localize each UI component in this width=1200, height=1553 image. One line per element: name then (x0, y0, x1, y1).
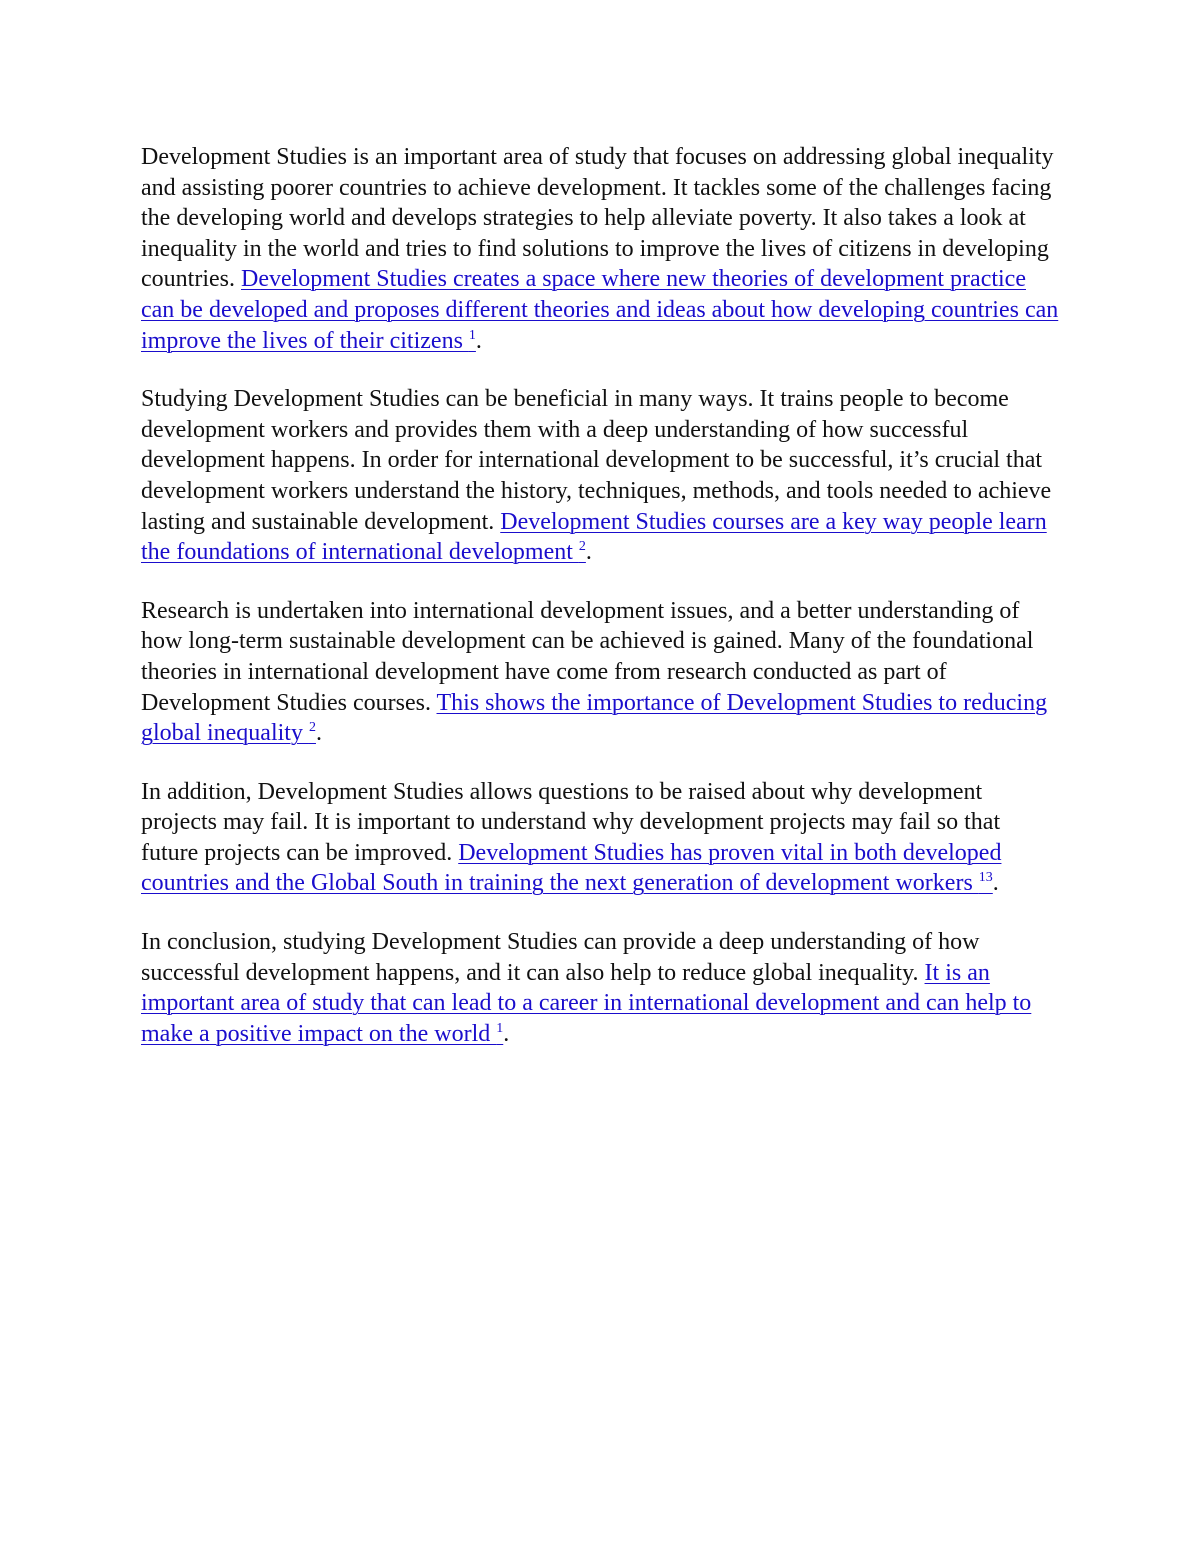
paragraph-text: Studying Development Studies can be beneficial in many ways. It trains people to become development workers and provides them with a deep understanding of how successful development happens. In order for international development to be successful, it’s crucial that development workers understand the history, techniques, methods, and tools needed to achieve lasting and sustainable development. (141, 386, 1052, 535)
citation-link[interactable] (141, 266, 1058, 353)
citation-ref: 2 (308, 720, 316, 736)
sentence-end: . (585, 539, 592, 566)
citation-ref: 2 (578, 539, 586, 555)
paragraph-benefits (141, 384, 1061, 568)
paragraph-intro (141, 142, 1061, 356)
sentence-end: . (475, 327, 482, 354)
paragraph-text: In addition, Development Studies allows questions to be raised about why development projects may fail. It is important to understand why development projects may fail so that future projects can be improved. (141, 778, 1001, 866)
paragraph-text: Research is undertaken into international development issues, and a better understanding of how long-term sustainable development can be achieved is gained. Many of the foundational theories in international development have come from research conducted as part of Development Studies courses. (141, 597, 1034, 716)
sentence-end: . (992, 870, 999, 897)
citation-link-text: It is an important area of study that can lead to a career in international development and can help to make a positive impact on the world (141, 959, 1032, 1047)
citation-ref: 13 (978, 870, 993, 886)
citation-link-text: Development Studies courses are a key way people learn the foundations of international development (141, 508, 1047, 566)
citation-link-text: This shows the importance of Development Studies to reducing global inequality (141, 689, 1048, 747)
paragraph-research (141, 596, 1061, 749)
citation-link-text: Development Studies creates a space where new theories of development practice can be developed and proposes different theories and ideas about how developing countries can improve the lives of their citizens (141, 266, 1059, 354)
citation-ref: 1 (496, 1020, 504, 1036)
paragraph-text: In conclusion, studying Development Studies can provide a deep understanding of how successful development happens, and it can also help to reduce global inequality. (141, 929, 980, 986)
sentence-end: . (503, 1020, 510, 1047)
citation-ref: 1 (468, 327, 476, 343)
sentence-end: . (315, 720, 322, 747)
citation-link-text: Development Studies has proven vital in both developed countries and the Global South in training the next generation of development workers (141, 839, 1002, 897)
paragraph-addition (141, 777, 1061, 899)
paragraph-text: Development Studies is an important area of study that focuses on addressing global inequality and assisting poorer countries to achieve development. It tackles some of the challenges facing the developing world and develops strategies to help alleviate poverty. It also takes a look at inequality in the world and tries to find solutions to improve the lives of citizens in developing countries. (141, 144, 1054, 293)
document-body (141, 142, 1061, 1077)
paragraph-conclusion (141, 927, 1061, 1049)
